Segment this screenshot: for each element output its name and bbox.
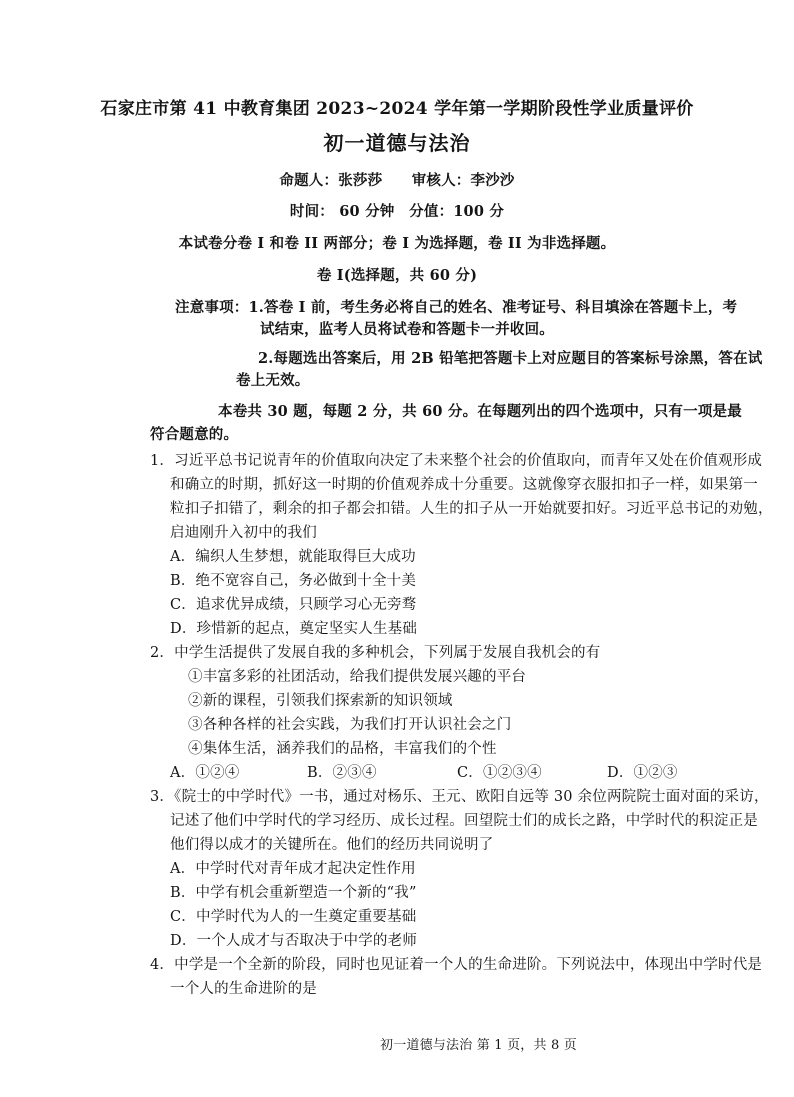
q4-stem-line: 4．中学是一个全新的阶段，同时也见证着一个人的生命进阶。下列说法中，体现出中学时代是 (150, 957, 763, 973)
q4-stem-line: 一个人的生命进阶的是 (170, 981, 317, 997)
notes-line-4: 卷上无效。 (236, 372, 310, 389)
q3-stem-line: 他们得以成才的关键所在。他们的经历共同说明了 (170, 837, 494, 853)
q2-option-b: B．②③④ (307, 765, 377, 781)
q2-option-c: C．①②③④ (457, 765, 542, 781)
q1-stem-line: 粒扣子扣错了，剩余的扣子都会扣错。人生的扣子从一开始就要扣好。习近平总书记的劝勉， (170, 501, 773, 517)
time-score-line: 时间： 60 分钟 分值：100 分 (289, 203, 505, 220)
exam-title: 石家庄市第 41 中教育集团 2023~2024 学年第一学期阶段性学业质量评价 (100, 99, 694, 119)
q1-option-c: C．追求优异成绩，只顾学习心无旁骛 (170, 597, 417, 613)
notes-line-2: 试结束，监考人员将试卷和答题卡一并收回。 (260, 321, 554, 338)
notes-line-3: 2.每题选出答案后，用 2B 铅笔把答题卡上对应题目的答案标号涂黑，答在试 (258, 350, 763, 367)
q2-option-a: A．①②④ (170, 765, 240, 781)
q3-stem-line: 3．《院士的中学时代》一书，通过对杨乐、王元、欧阳自远等 30 余位两院院士面对面的采访， (150, 789, 769, 805)
intro-line-1: 本卷共 30 题，每题 2 分，共 60 分。在每题列出的四个选项中，只有一项是最 (218, 403, 742, 420)
subject-title: 初一道德与法治 (323, 131, 471, 155)
q3-option-b: B．中学有机会重新塑造一个新的“我” (170, 885, 417, 901)
q3-option-c: C．中学时代为人的一生奠定重要基础 (170, 909, 417, 925)
section-title: 卷 I(选择题，共 60 分) (316, 267, 478, 284)
q2-item: ④集体生活，涵养我们的品格，丰富我们的个性 (188, 741, 497, 757)
q1-stem-line: 和确立的时期，抓好这一时期的价值观养成十分重要。这就像穿衣服扣扣子一样，如果第一 (170, 477, 758, 493)
notes-line-1: 注意事项：1.答卷 I 前，考生务必将自己的姓名、准考证号、科目填涂在答题卡上，考 (175, 299, 738, 316)
intro-line-2: 符合题意的。 (150, 426, 239, 443)
q3-stem-line: 记述了他们中学时代的学习经历、成长过程。回望院士们的成长之路，中学时代的积淀正是 (170, 813, 758, 829)
authors-line: 命题人：张莎莎 审核人：李沙沙 (279, 172, 515, 189)
q2-option-d: D．①②③ (607, 765, 678, 781)
q2-options-row (170, 763, 770, 783)
q3-option-a: A．中学时代对青年成才起决定性作用 (170, 861, 416, 877)
q1-stem-line: 1．习近平总书记说青年的价值取向决定了未来整个社会的价值取向，而青年又处在价值观形成 (150, 453, 763, 469)
q1-option-d: D．珍惜新的起点，奠定坚实人生基础 (170, 621, 418, 637)
paper-structure-line: 本试卷分卷 I 和卷 II 两部分；卷 I 为选择题，卷 II 为非选择题。 (178, 235, 616, 252)
q2-item: ③各种各样的社会实践，为我们打开认识社会之门 (188, 717, 512, 733)
page-footer: 初一道德与法治 第 1 页，共 8 页 (380, 1038, 578, 1053)
q2-item: ①丰富多彩的社团活动，给我们提供发展兴趣的平台 (188, 669, 527, 685)
q2-item: ②新的课程，引领我们探索新的知识领域 (188, 693, 453, 709)
q3-option-d: D．一个人成才与否取决于中学的老师 (170, 933, 418, 949)
q1-option-a: A．编织人生梦想，就能取得巨大成功 (170, 549, 416, 565)
q2-stem: 2．中学生活提供了发展自我的多种机会，下列属于发展自我机会的有 (150, 645, 601, 661)
q1-option-b: B．绝不宽容自己，务必做到十全十美 (170, 573, 417, 589)
q1-stem-line: 启迪刚升入初中的我们 (170, 525, 317, 541)
